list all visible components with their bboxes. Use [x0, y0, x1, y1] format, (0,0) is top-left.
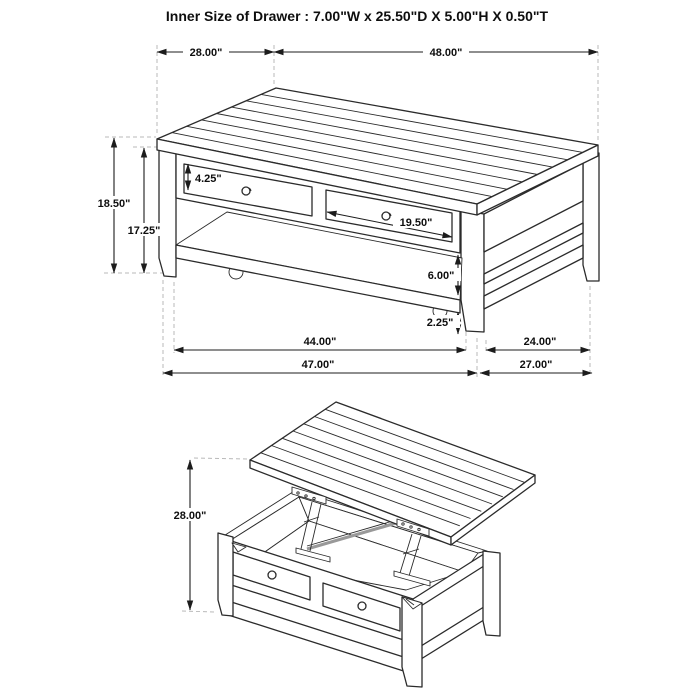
open-table-diagram — [167, 402, 535, 687]
dimension-lines — [167, 460, 213, 610]
dim-overall-width: 47.00" — [301, 359, 335, 371]
dim-drawer-height: 4.25" — [195, 173, 222, 185]
closed-table-diagram — [91, 45, 599, 377]
dim-overall-depth: 27.00" — [519, 359, 553, 371]
dim-top-depth: 28.00" — [189, 47, 223, 59]
dim-lift-top-height: 28.00" — [173, 510, 207, 522]
drawer-knob — [268, 571, 276, 579]
dim-base-height: 17.25" — [127, 225, 161, 237]
dim-base-depth-inner: 24.00" — [523, 336, 557, 348]
table-leg — [218, 533, 233, 616]
dim-base-width-inner: 44.00" — [303, 336, 337, 348]
dim-drawer-width: 19.50" — [399, 217, 433, 229]
page-title: Inner Size of Drawer : 7.00"W x 25.50"D X 5.00"H X 0.50"T — [165, 8, 549, 24]
table-leg — [483, 551, 500, 636]
dim-top-width: 48.00" — [429, 47, 463, 59]
dim-overall-height: 18.50" — [97, 198, 131, 210]
drawer-knob — [358, 602, 366, 610]
dim-shelf-opening: 6.00" — [427, 270, 455, 282]
table-leg — [402, 597, 422, 687]
dim-bottom-clearance: 2.25" — [426, 317, 454, 329]
